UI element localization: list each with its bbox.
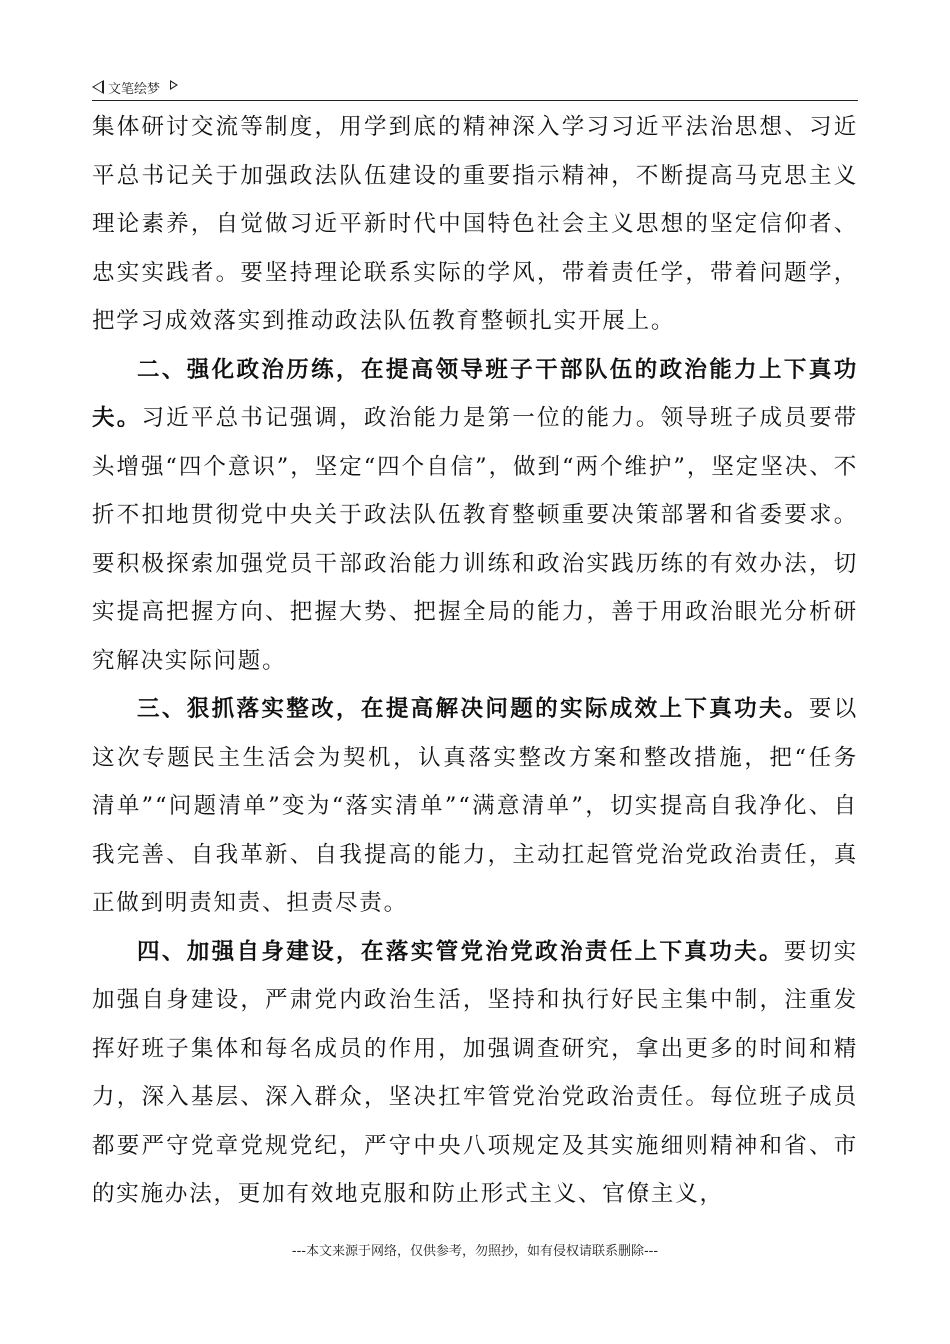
document-body [92, 103, 858, 1219]
paragraph-1 [92, 103, 858, 346]
paragraph-3 [92, 685, 858, 928]
paragraph-text: 集体研讨交流等制度，用学到底的精神深入学习习近平法治思想、习近平总书记关于加强政法队伍建设的重要指示精神，不断提高马克思主义理论素养，自觉做习近平新时代中国特色社会主义思想的坚定信仰者、忠实实践者。要坚持理论联系实际的学风，带着责任学，带着问题学，把学习成效落实到推动政法队伍教育整顿扎实开展上。 [92, 114, 858, 334]
triangle-right-icon [170, 80, 178, 90]
page-header [92, 74, 858, 101]
paragraph-text: 要以这次专题民主生活会为契机，认真落实整改方案和整改措施，把“任务清单”“问题清单”变为“落实清单”“满意清单”，切实提高自我净化、自我完善、自我革新、自我提高的能力，主动扛起管党治党政治责任，真正做到明责知责、担责尽责。 [92, 696, 858, 916]
paragraph-4 [92, 928, 858, 1219]
page-footer: ---本文来源于网络，仅供参考，勿照抄，如有侵权请联系删除--- [291, 1244, 659, 1259]
triangle-left-icon [92, 80, 104, 94]
section-heading-3: 三、狠抓落实整改，在提高解决问题的实际成效上下真功夫。 [137, 696, 809, 722]
section-heading-4: 四、加强自身建设，在落实管党治党政治责任上下真功夫。 [137, 938, 784, 965]
paragraph-text: 要切实加强自身建设，严肃党内政治生活，坚持和执行好民主集中制，注重发挥好班子集体和每名成员的作用，加强调查研究，拿出更多的时间和精力，深入基层、深入群众，坚决扛牢管党治党政治责任。每位班子成员都要严守党章党规党纪，严守中央八项规定及其实施细则精神和省、市的实施办法，更加有效地克服和防止形式主义、官僚主义， [92, 938, 858, 1207]
section-heading-2: 二、强化政治历练，在提高领导班子干部队伍的政治能力上下真功夫。 [92, 356, 858, 431]
paragraph-2 [92, 346, 858, 686]
paragraph-text: 习近平总书记强调，政治能力是第一位的能力。领导班子成员要带头增强“四个意识”，坚定“四个自信”，做到“两个维护”，坚定坚决、不折不扣地贯彻党中央关于政法队伍教育整顿重要决策部署和省委要求。要积极探索加强党员干部政治能力训练和政治实践历练的有效办法，切实提高把握方向、把握大势、把握全局的能力，善于用政治眼光分析研究解决实际问题。 [92, 405, 858, 674]
header-title: 文笔绘梦 [108, 81, 161, 97]
